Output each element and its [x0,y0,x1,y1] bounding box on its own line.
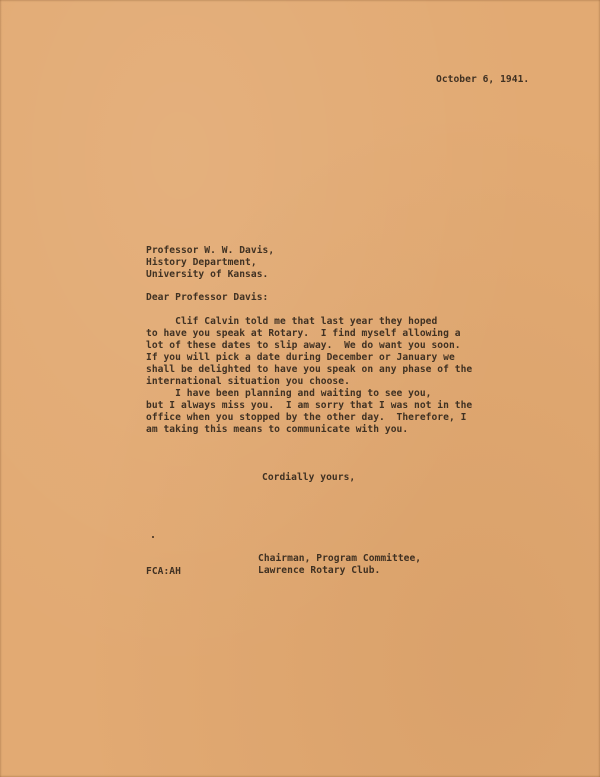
signature-block [258,553,421,577]
recipient-line: University of Kansas. [146,269,269,280]
body-line: Clif Calvin told me that last year they hoped [146,316,438,327]
recipient-line: History Department, [146,257,257,268]
body-line: international situation you choose. [146,376,350,387]
ink-dot-mark [152,536,154,538]
closing: Cordially yours, [262,472,356,483]
body-line: am taking this means to communicate with you. [146,424,409,435]
salutation: Dear Professor Davis: [146,292,269,303]
body-paragraph-2 [146,388,472,436]
recipient-line: Professor W. W. Davis, [146,245,275,256]
body-line: to have you speak at Rotary. I find myself allowing a [146,328,461,339]
signature-line: Lawrence Rotary Club. [258,565,381,576]
letter-date: October 6, 1941. [436,74,530,85]
signature-line: Chairman, Program Committee, [258,553,422,564]
body-line: lot of these dates to slip away. We do want you soon. [146,340,461,351]
body-line: If you will pick a date during December or January we [146,352,455,363]
body-line: I have been planning and waiting to see you, [146,388,432,399]
body-line: shall be delighted to have you speak on any phase of the [146,364,473,375]
recipient-address [146,245,274,281]
body-line: but I always miss you. I am sorry that I was not in the [146,400,473,411]
typist-initials: FCA:AH [146,566,181,577]
body-line: office when you stopped by the other day. Therefore, I [146,412,467,423]
body-paragraph-1 [146,316,472,388]
